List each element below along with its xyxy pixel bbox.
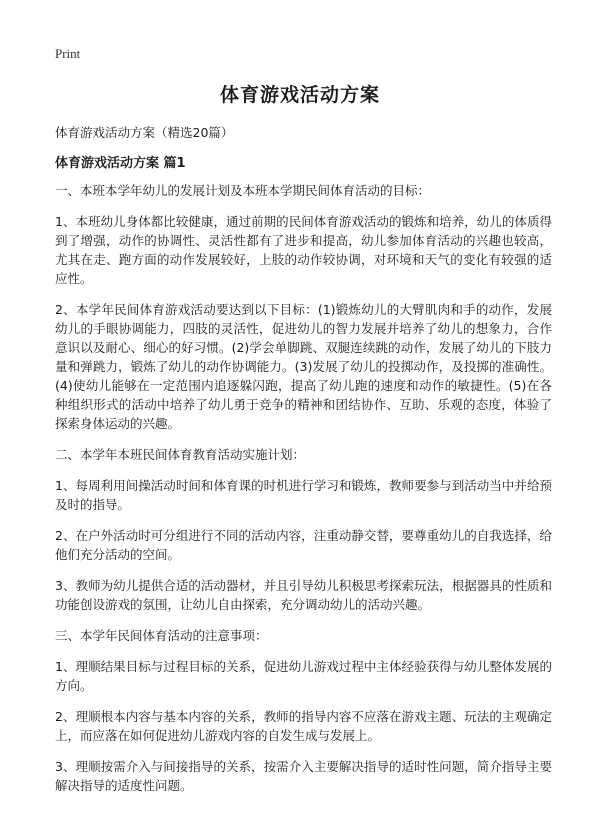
paragraph: 1、本班幼儿身体都比较健康，通过前期的民间体育游戏活动的锻炼和培养，幼儿的体质得到了增强，动作的协调性、灵活性都有了进步和提高，幼儿参加体育活动的兴趣也较高，尤其在走、跑方面的动作发展较好，上肢的动作较协调，对环境和天气的变化有较强的适应性。 [55, 214, 552, 286]
paragraph: 二、本学年本班民间体育教育活动实施计划： [55, 447, 306, 462]
print-link[interactable]: Print [55, 46, 81, 61]
paragraph: 一、本班本学年幼儿的发展计划及本班本学期民间体育活动的目标： [55, 183, 431, 198]
paragraph: 1、理顺结果目标与过程目标的关系，促进幼儿游戏过程中主体经验获得与幼儿整体发展的方向。 [55, 659, 552, 693]
document-subtitle: 体育游戏活动方案（精选20篇） [55, 125, 234, 140]
paragraph: 三、本学年民间体育活动的注意事项： [55, 628, 268, 643]
document-body [55, 123, 552, 807]
paragraph: 2、理顺根本内容与基本内容的关系，教师的指导内容不应落在游戏主题、玩法的主观确定上，而应落在如何促进幼儿游戏内容的自发生成与发展上。 [55, 709, 552, 743]
section-heading: 体育游戏活动方案 篇1 [55, 156, 186, 171]
paragraph: 3、理顺按需介入与间接指导的关系，按需介入主要解决指导的适时性问题，简介指导主要解决指导的适度性问题。 [55, 759, 552, 793]
paragraph: 1、每周利用间操活动时间和体育课的时机进行学习和锻炼，教师要参与到活动当中并给预及时的指导。 [55, 478, 552, 512]
paragraph: 2、在户外活动时可分组进行不同的活动内容，注重动静交替，要尊重幼儿的自我选择，给他们充分活动的空间。 [55, 528, 552, 562]
page-title: 体育游戏活动方案 [219, 84, 380, 106]
paragraph: 3、教师为幼儿提供合适的活动器材，并且引导幼儿积极思考探索玩法，根据器具的性质和功能创设游戏的氛围，让幼儿自由探索，充分调动幼儿的活动兴趣。 [55, 578, 552, 612]
paragraph: 2、本学年民间体育游戏活动要达到以下目标：(1)锻炼幼儿的大臂肌肉和手的动作，发展幼儿的手眼协调能力，四肢的灵活性，促进幼儿的智力发展并培养了幼儿的想象力，合作意识以及耐心、细心的好习惯。(2)学会单脚跳、双腿连续跳的动作，发展了幼儿的下肢力量和弹跳力，锻炼了幼儿的动作协调能力。(3)发展了幼儿的投掷动作，及投掷的准确性。(4)使幼儿能够在一定范围内追逐躲闪跑，提高了幼儿跑的速度和动作的敏捷性。(5)在各种组织形式的活动中培养了幼儿勇于竞争的精神和团结协作、互助、乐观的态度，体验了探索身体运动的兴趣。 [55, 302, 552, 431]
